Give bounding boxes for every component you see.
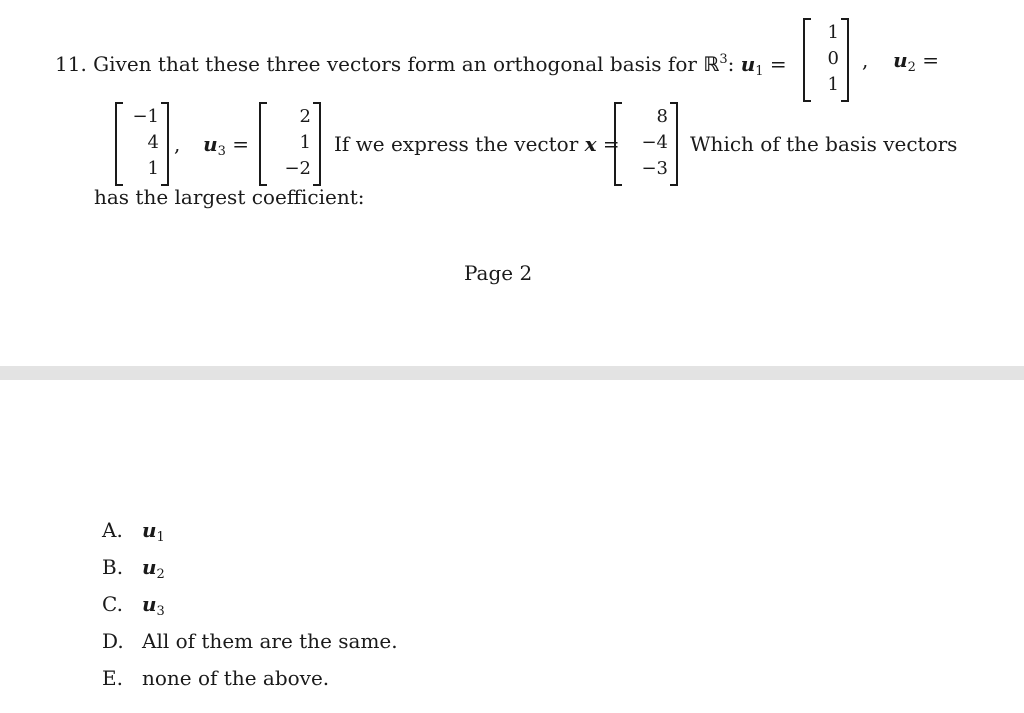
u2-entry: 1 bbox=[147, 158, 159, 179]
colon: : bbox=[727, 52, 735, 76]
u3-entry: 2 bbox=[299, 106, 311, 127]
choice-letter: A. bbox=[102, 518, 123, 542]
space-exponent: 3 bbox=[719, 52, 728, 67]
page-separator bbox=[0, 366, 1024, 380]
comma: , bbox=[174, 132, 181, 156]
question-intro: Given that these three vectors form an orthogonal basis for bbox=[93, 52, 697, 76]
u3-vector bbox=[259, 102, 321, 186]
left-bracket bbox=[803, 18, 811, 102]
choice-e[interactable] bbox=[102, 666, 398, 703]
which-text: Which of the basis vectors bbox=[690, 132, 958, 156]
left-bracket bbox=[115, 102, 123, 186]
right-bracket bbox=[670, 102, 678, 186]
choice-vector: $u_2$ bbox=[142, 555, 165, 582]
x-label: x bbox=[584, 132, 597, 156]
right-bracket bbox=[161, 102, 169, 186]
choice-text: none of the above. bbox=[142, 666, 330, 690]
x-entry: −3 bbox=[641, 158, 668, 179]
real-space-symbol: ℝ bbox=[703, 52, 720, 76]
u3-label: $u_3$ bbox=[203, 132, 226, 159]
u3-entries bbox=[269, 104, 311, 182]
choice-list bbox=[102, 518, 398, 703]
u3-label-line bbox=[174, 132, 249, 164]
page-two bbox=[0, 380, 1024, 713]
equals-sign: = bbox=[922, 48, 940, 72]
choice-vector: $u_3$ bbox=[142, 592, 165, 619]
right-bracket bbox=[313, 102, 321, 186]
choice-vector: $u_1$ bbox=[142, 518, 165, 545]
left-bracket bbox=[614, 102, 622, 186]
choice-letter: C. bbox=[102, 592, 123, 616]
u2-entries bbox=[125, 104, 159, 182]
comma: , bbox=[862, 48, 869, 72]
u2-vector bbox=[115, 102, 169, 186]
question-line-1 bbox=[55, 48, 787, 84]
x-entry: −4 bbox=[641, 132, 668, 153]
u2-label: $u_2$ bbox=[893, 48, 916, 75]
choice-a[interactable] bbox=[102, 518, 398, 555]
u1-vector bbox=[803, 18, 849, 102]
u1-entries bbox=[813, 20, 839, 98]
x-entry: 8 bbox=[656, 106, 668, 127]
u1-entry: 1 bbox=[827, 22, 839, 43]
equals-sign: = bbox=[602, 132, 620, 156]
choice-letter: B. bbox=[102, 555, 124, 579]
u1-entry: 0 bbox=[827, 48, 839, 69]
u1-entry: 1 bbox=[827, 74, 839, 95]
equals-sign: = bbox=[769, 52, 787, 76]
u2-entry: 4 bbox=[147, 132, 159, 153]
question-last-line: has the largest coefficient: bbox=[94, 185, 365, 209]
right-bracket bbox=[841, 18, 849, 102]
choice-c[interactable] bbox=[102, 592, 398, 629]
question-number: 11. bbox=[55, 52, 87, 76]
choice-text: All of them are the same. bbox=[142, 629, 398, 653]
choice-letter: E. bbox=[102, 666, 123, 690]
choice-letter: D. bbox=[102, 629, 124, 653]
u1-label: $u_1$ bbox=[740, 52, 764, 79]
u3-entry: −2 bbox=[284, 158, 311, 179]
express-text: If we express the vector bbox=[334, 132, 579, 156]
express-line bbox=[334, 132, 620, 156]
choice-d[interactable] bbox=[102, 629, 398, 666]
u3-entry: 1 bbox=[299, 132, 311, 153]
left-bracket bbox=[259, 102, 267, 186]
u2-entry: −1 bbox=[132, 106, 159, 127]
page-label: Page 2 bbox=[464, 261, 533, 285]
x-entries bbox=[624, 104, 668, 182]
u2-label-line bbox=[862, 48, 939, 80]
x-vector bbox=[614, 102, 678, 186]
choice-b[interactable] bbox=[102, 555, 398, 592]
equals-sign: = bbox=[232, 132, 250, 156]
